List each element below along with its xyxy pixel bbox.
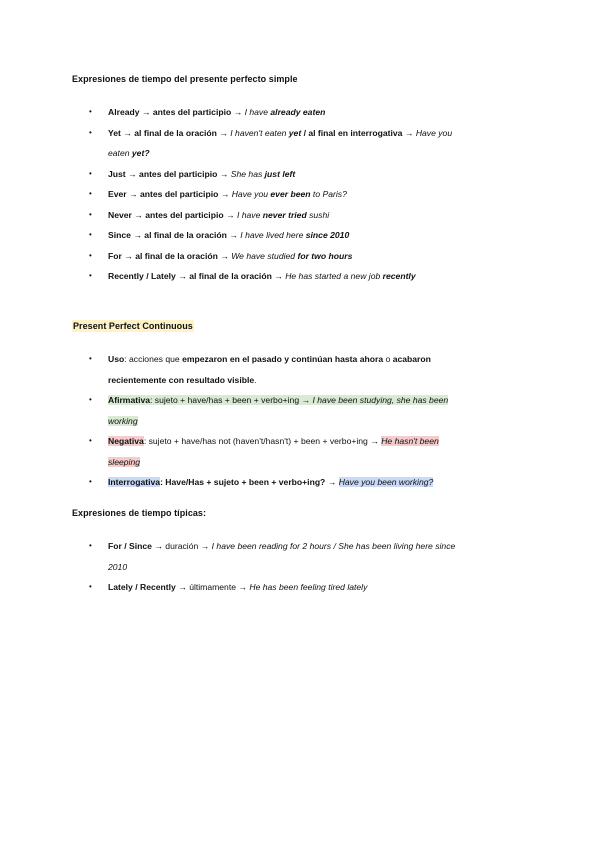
bullet: • [89,209,92,219]
keyword: Just [108,168,126,179]
keyword: Already [108,107,140,117]
list-item-uso: • Uso: acciones que empezaron en el pasado y continúan hasta ahora o acabaron recientemente con resultado visible. [0,349,510,390]
list-item: • Recently / Lately → al final de la oración → He has started a new job recently [0,266,510,287]
list-item-negativa: • Negativa: sujeto + have/has not (haven't/hasn't) + been + verbo+ing → He hasn't been sleeping [0,431,510,472]
list-item-afirmativa: • Afirmativa: sujeto + have/has + been + verbo+ing → I have been studying, she has been working [0,390,510,431]
keyword: Since [108,230,131,240]
keyword: Interrogativa [108,477,161,487]
list-item: • Lately / Recently → últimamente → He has been feeling tired lately [0,577,510,598]
section1-heading: Expresiones de tiempo del presente perfecto simple [72,74,298,84]
list-item: • Yet → al final de la oración → I haven't eaten yet / al final en interrogativa → Have you eaten yet? [0,123,510,164]
list-item: • Ever → antes del participio → Have you ever been to Paris? [0,184,510,205]
bullet: • [89,107,92,116]
section3-heading: Expresiones de tiempo típicas: [72,508,207,518]
section2-heading [72,321,194,331]
bullet: • [89,477,92,486]
bullet: • [89,395,92,404]
list-item: • For → al final de la oración → We have studied for two hours [0,246,510,267]
keyword: Uso [108,354,125,364]
bullet: • [89,168,92,178]
keyword: For [108,250,122,261]
keyword: Afirmativa [108,395,151,405]
list-item: • Just → antes del participio → She has just left [0,164,510,185]
section3-list [0,536,600,598]
bullet: • [89,189,92,198]
bullet: • [89,127,92,137]
section1-list [0,102,600,287]
bullet: • [89,230,92,239]
list-item: • For / Since → duración → I have been reading for 2 hours / She has been living here since 2010 [0,536,510,577]
keyword: Never [108,209,132,220]
bullet: • [89,250,92,260]
bullet: • [89,582,92,591]
list-item-interrogativa: • Interrogativa: Have/Has + sujeto + been + verbo+ing? → Have you been working? [0,472,510,493]
keyword: Yet [108,127,121,138]
bullet: • [89,354,92,363]
list-item: • Since → al final de la oración → I have lived here since 2010 [0,225,510,246]
section2-list [0,349,600,493]
keyword: Lately / Recently [108,582,176,592]
list-item: • Already → antes del participio → I have already eaten [0,102,510,123]
bullet: • [89,436,92,445]
keyword: Recently / Lately [108,271,176,281]
list-item: • Never → antes del participio → I have never tried sushi [0,205,510,226]
section2-heading-text: Present Perfect Continuous [73,321,193,331]
bullet: • [89,271,92,280]
keyword: Ever [108,189,127,199]
bullet: • [89,541,92,550]
keyword: Negativa [108,436,144,446]
keyword: For / Since [108,541,152,551]
